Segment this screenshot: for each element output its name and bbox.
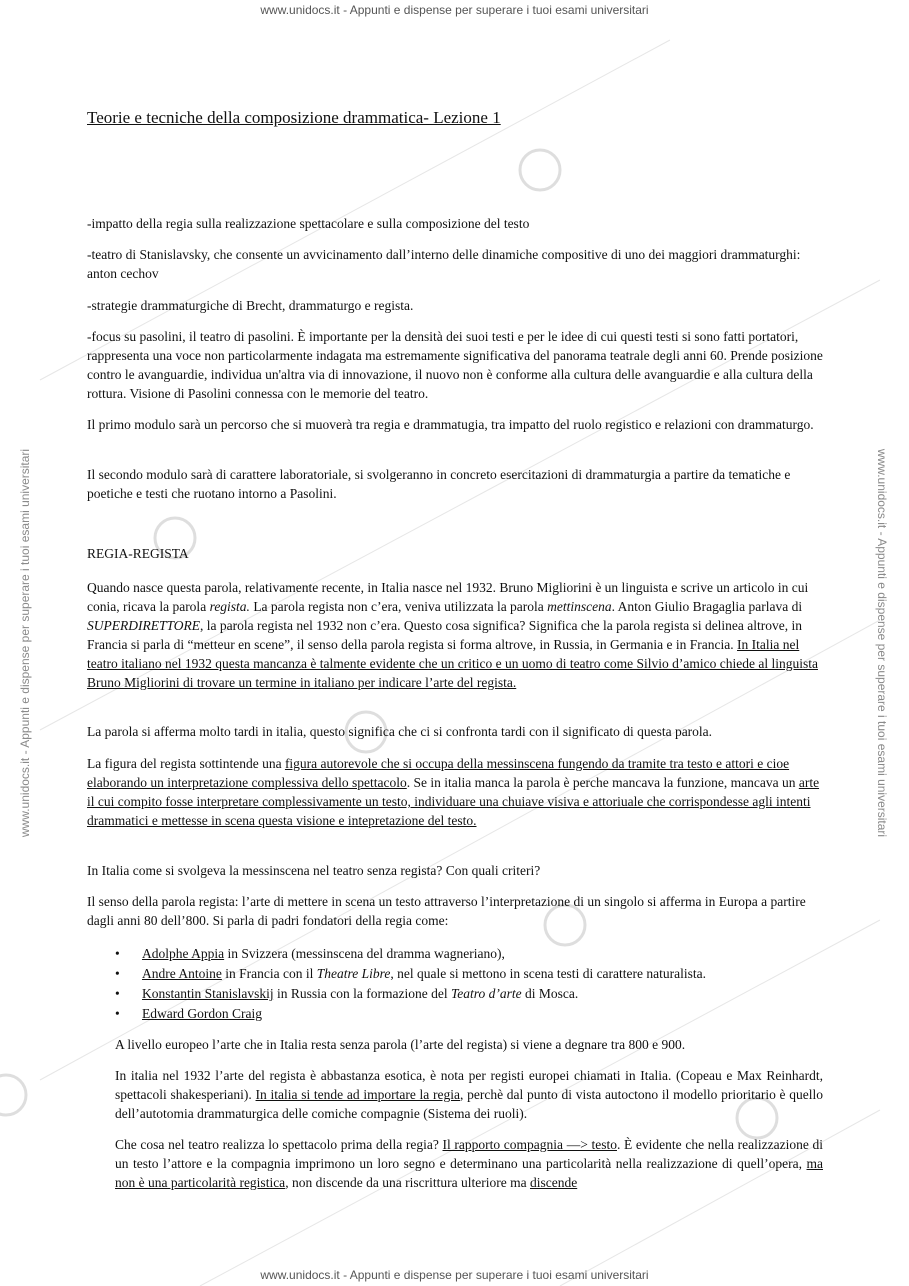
page-title: Teorie e tecniche della composizione drammatica- Lezione 1 xyxy=(87,108,501,127)
intro-line-1: -impatto della regia sulla realizzazione spettacolare e sulla composizione del testo xyxy=(87,216,530,231)
paragraph-european-level: A livello europeo l’arte che in Italia resta senza parola (l’arte del regista) si viene a degnare tra 800 e 900. xyxy=(115,1037,686,1052)
paragraph-regista-figure: La figura del regista sottintende una figura autorevole che si occupa della messinscena fungendo da tramite tra testo e attori e cioe elaborando un interpretazione complessiva dello spettacolo. Se in italia manca la parola è perche mancava la funzione, mancava un arte il cui compito fosse interpretare complessivamente un testo, individuare una chuiave visiva e attoriuale che corrispondesse agli intenti drammatici e mettesse in scena questa visione e intepretazione del testo. xyxy=(87,756,820,828)
list-item: • Andre Antoine in Francia con il Theatre Libre, nel quale si mettono in scena testi di carattere naturalista. xyxy=(115,964,706,984)
paragraph-before-regia: Che cosa nel teatro realizza lo spettacolo prima della regia? Il rapporto compagnia —> testo. È evidente che nella realizzazione di un testo l’attore e la compagnia imprimono un loro segno e determinano una particolarità nella realizzazione di quell’opera, ma non è una particolarità registica, non discende da una riscrittura ulteriore ma discende xyxy=(115,1137,823,1190)
founders-list xyxy=(115,944,706,1024)
list-item: • Konstantin Stanislavskij in Russia con la formazione del Teatro d’arte di Mosca. xyxy=(115,984,706,1004)
header-watermark: www.unidocs.it - Appunti e dispense per superare i tuoi esami universitari xyxy=(260,3,649,17)
intro-line-4: -focus su pasolini, il teatro di pasolini. È importante per la densità dei suoi testi e per le idee di cui questi testi si sono fatti portatori, rappresenta una voce non particolarmente indagata ma estremamente significativa del panorama teatrale degli anni 60. Prende posizione contro le avanguardie, individua un'altra via di innovazione, il nuovo non è conforme alla cultura delle avanguardie e alla cultura della rottura. Visione di Pasolini connessa con le memorie del teatro. xyxy=(87,329,823,401)
list-item: • Edward Gordon Craig xyxy=(115,1004,706,1024)
list-item: • Adolphe Appia in Svizzera (messinscena del dramma wagneriano), xyxy=(115,944,706,964)
intro-line-6: Il secondo modulo sarà di carattere laboratoriale, si svolgeranno in concreto esercitazioni di drammaturgia a partire da tematiche e poetiche e testi che ruotano intorno a Pasolini. xyxy=(87,467,791,501)
section-heading: REGIA-REGISTA xyxy=(87,546,189,561)
intro-line-5: Il primo modulo sarà un percorso che si muoverà tra regia e drammatugia, tra impatto del ruolo registico e relazioni con drammaturgo. xyxy=(87,417,814,432)
intro-line-3: -strategie drammaturgiche di Brecht, drammaturgo e regista. xyxy=(87,298,414,313)
left-side-watermark: www.unidocs.it - Appunti e dispense per superare i tuoi esami universitari xyxy=(18,448,32,838)
intro-line-2: -teatro di Stanislavsky, che consente un avvicinamento dall’interno delle dinamiche compositive di uno dei maggiori drammaturghi: anton cechov xyxy=(87,247,801,281)
paragraph-italy-1932: In italia nel 1932 l’arte del regista è abbastanza esotica, è nota per registi europei chiamati in Italia. (Copeau e Max Reinhardt, spettacoli shakesperiani). In italia si tende ad importare la regia, perchè dal punto di vista autoctono il modello prioritario è quello dell’autotomia drammaturgica delle comiche compagnie (Sistema dei ruoli). xyxy=(115,1068,824,1121)
paragraph-question: In Italia come si svolgeva la messinscena nel teatro senza regista? Con quali criteri? xyxy=(87,863,541,878)
paragraph-origin-of-word: Quando nasce questa parola, relativamente recente, in Italia nasce nel 1932. Bruno Migliorini è un linguista e scrive un articolo in cui conia, ricava la parola regista. La parola regista non c’era, veniva utilizzata la parola mettinscena. Anton Giulio Bragaglia parlava di SUPERDIRETTORE, la parola regista nel 1932 non c’era. Questo cosa significa? Significa che la parola regista si delinea altrove, in Francia si parla di “metteur en scene”, il senso della parola regista si forma altrove, in Russia, in Germania e in Francia. In Italia nel teatro italiano nel 1932 questa mancanza è talmente evidente che un critico e un uomo di teatro come Silvio d’amico chiede al linguista Bruno Migliorini di trovare un termine in italiano per indicare l’arte del regista. xyxy=(87,580,818,690)
footer-watermark: www.unidocs.it - Appunti e dispense per superare i tuoi esami universitari xyxy=(260,1268,649,1282)
paragraph-founding-fathers: Il senso della parola regista: l’arte di mettere in scena un testo attraverso l’interpretazione di un singolo si afferma in Europa a partire dagli anni 80 dell’800. Si parla di padri fondatori della regia come: xyxy=(87,894,806,928)
right-side-watermark: www.unidocs.it - Appunti e dispense per superare i tuoi esami universitari xyxy=(875,448,889,838)
paragraph-late-affirmation: La parola si afferma molto tardi in italia, questo significa che ci si confronta tardi con il significato di questa parola. xyxy=(87,724,713,739)
